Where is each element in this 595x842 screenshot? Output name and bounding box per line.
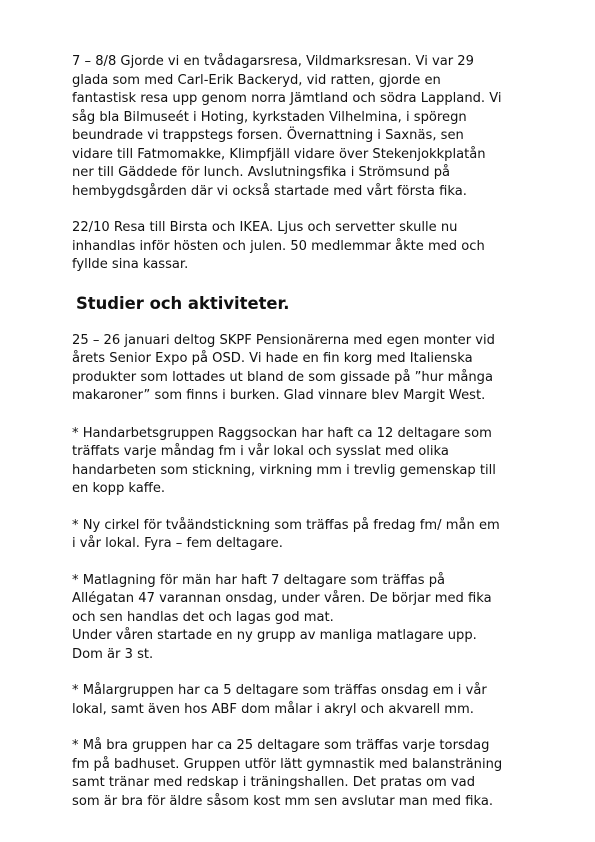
trip-vildmarksresan-paragraph: 7 – 8/8 Gjorde vi en tvådagarsresa, Vildmarksresan. Vi var 29 glada som med Carl-Erik Backeryd, vid ratten, gjorde en fantastisk resa upp genom norra Jämtland och södra Lappland. Vi såg bla Bilmuseét i Hoting, kyrkstaden Vilhelmina, i spöregn beundrade vi trappstegs forsen. Övernattning i Saxnäs, sen vidare till Fatmomakke, Klimpfjäll vidare över Stekenjokkplatån ner till Gäddede för lunch. Avslutningsfika i Strömsund på hembygdsgården där vi också startade med vårt första fika.	[72, 54, 502, 199]
activity-matlagning: * Matlagning för män har haft 7 deltagare som träffas på Allégatan 47 varannan onsdag, under våren. De börjar med fika och sen handlas det och lagas god mat. Under våren startade en ny grupp av manliga matlagare upp. Dom är 3 st.	[72, 572, 492, 662]
senior-expo-paragraph: 25 – 26 januari deltog SKPF Pensionärerna med egen monter vid årets Senior Expo på OSD. Vi hade en fin korg med Italienska produkter som lottades ut bland de som gissade på ”hur många makaroner” som finns i burken. Glad vinnare blev Margit West.	[72, 332, 495, 403]
section-heading: Studier och aktiviteter.	[76, 293, 290, 313]
activity-malargruppen: * Målargruppen har ca 5 deltagare som träffas onsdag em i vår lokal, samt även hos ABF dom målar i akryl och akvarell mm.	[72, 683, 487, 717]
activity-ma-bra-gruppen: * Må bra gruppen har ca 25 deltagare som träffas varje torsdag fm på badhuset. Gruppen utför lätt gymnastik med balansträning samt tränar med redskap i träningshallen. Det pratas om vad som är bra för äldre såsom kost mm sen avslutar man med fika.	[72, 738, 503, 809]
activity-tvaandstickning: * Ny cirkel för tvåändstickning som träffas på fredag fm/ mån em i vår lokal. Fyra – fem deltagare.	[72, 517, 500, 551]
activity-handarbete: * Handarbetsgruppen Raggsockan har haft ca 12 deltagare som träffats varje måndag fm i vår lokal och sysslat med olika handarbeten som stickning, virkning mm i trevlig gemenskap till en kopp kaffe.	[72, 425, 496, 496]
document-page	[72, 53, 542, 811]
trip-birsta-ikea-paragraph: 22/10 Resa till Birsta och IKEA. Ljus och servetter skulle nu inhandlas inför hösten och julen. 50 medlemmar åkte med och fyllde sina kassar.	[72, 220, 485, 272]
